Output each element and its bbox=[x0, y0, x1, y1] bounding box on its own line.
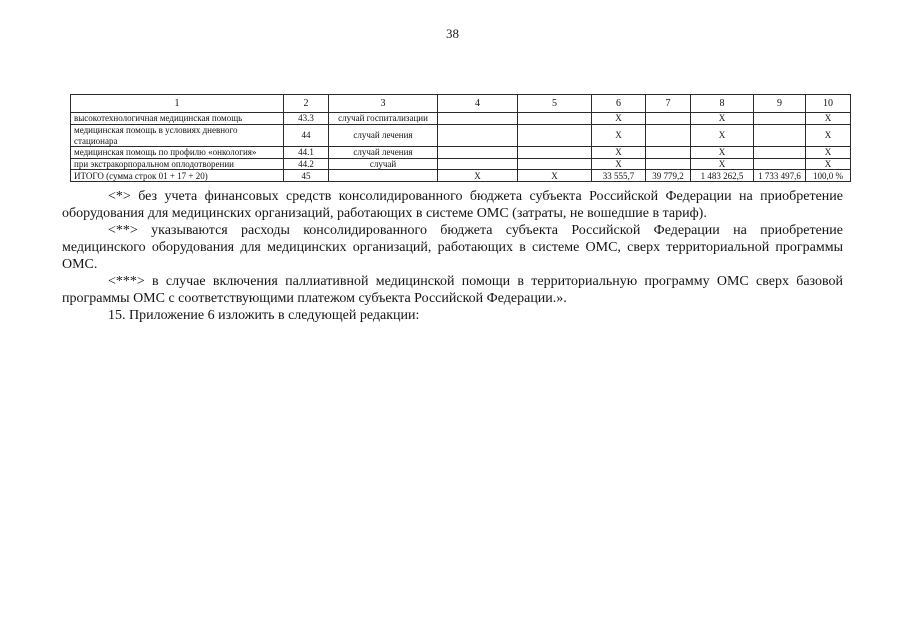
table-cell bbox=[754, 147, 806, 159]
table-cell: X bbox=[518, 170, 592, 182]
page-number: 38 bbox=[446, 26, 459, 41]
paragraph-line: ОМС. bbox=[62, 257, 98, 273]
table-cell: случай госпитализации bbox=[329, 113, 438, 125]
table-cell: 39 779,2 bbox=[646, 170, 691, 182]
table-header-cell: 7 bbox=[646, 95, 691, 113]
paragraph-line: 15. Приложение 6 изложить в следующей редакции: bbox=[108, 308, 420, 324]
table-cell bbox=[518, 113, 592, 125]
table-cell bbox=[754, 125, 806, 147]
table-cell bbox=[646, 113, 691, 125]
table-cell: X bbox=[691, 159, 754, 170]
table-cell: при экстракорпоральном оплодотворении bbox=[71, 159, 284, 170]
table-cell: ИТОГО (сумма строк 01 + 17 + 20) bbox=[71, 170, 284, 182]
table-cell bbox=[518, 125, 592, 147]
table-cell: X bbox=[592, 125, 646, 147]
table-cell bbox=[646, 159, 691, 170]
table-cell bbox=[438, 147, 518, 159]
table-cell bbox=[754, 113, 806, 125]
footnote-paragraph bbox=[62, 273, 843, 307]
table-cell: высокотехнологичная медицинская помощь bbox=[71, 113, 284, 125]
paragraph-line: <*> без учета финансовых средств консолидированного бюджета субъекта Российской Федерации на приобретение bbox=[108, 189, 843, 205]
table-cell bbox=[438, 159, 518, 170]
table-cell: X bbox=[806, 113, 851, 125]
table-cell bbox=[438, 113, 518, 125]
tariff-table bbox=[70, 94, 851, 182]
table-cell bbox=[438, 125, 518, 147]
table-cell: X bbox=[806, 147, 851, 159]
clause-paragraph bbox=[62, 307, 843, 324]
table-cell: медицинская помощь в условиях дневного стационара bbox=[71, 125, 284, 147]
table-cell: X bbox=[592, 147, 646, 159]
table-header-cell: 1 bbox=[71, 95, 284, 113]
footnote-paragraph bbox=[62, 188, 843, 222]
table-cell bbox=[518, 147, 592, 159]
table-cell bbox=[646, 147, 691, 159]
table-header-cell: 3 bbox=[329, 95, 438, 113]
paragraph-line: программы ОМС с соответствующими платежом субъекта Российской Федерации.». bbox=[62, 291, 567, 307]
paragraph-line: оборудования для медицинских организаций, работающих в системе ОМС (затраты, не вошедшие в тариф). bbox=[62, 206, 707, 222]
table-cell bbox=[329, 170, 438, 182]
table-header-cell: 10 bbox=[806, 95, 851, 113]
paragraph-line: медицинского оборудования для медицинских организаций, работающих в системе ОМС, сверх территориальной программы bbox=[62, 240, 843, 256]
table-cell: 45 bbox=[284, 170, 329, 182]
table-cell: 43.3 bbox=[284, 113, 329, 125]
table-cell bbox=[754, 159, 806, 170]
table-row bbox=[71, 159, 851, 170]
footnote-paragraph bbox=[62, 222, 843, 273]
table-cell: 100,0 % bbox=[806, 170, 851, 182]
paragraph-line: <**> указываются расходы консолидированного бюджета субъекта Российской Федерации на приобретение bbox=[108, 223, 843, 239]
table-cell bbox=[518, 159, 592, 170]
table-cell: 1 483 262,5 bbox=[691, 170, 754, 182]
table-cell: X bbox=[806, 159, 851, 170]
table-cell: 33 555,7 bbox=[592, 170, 646, 182]
table-cell: 1 733 497,6 bbox=[754, 170, 806, 182]
table-row-total bbox=[71, 170, 851, 182]
table-cell: случай лечения bbox=[329, 125, 438, 147]
table-cell: X bbox=[691, 147, 754, 159]
table-header-row bbox=[71, 95, 851, 113]
table-cell: X bbox=[592, 113, 646, 125]
table-cell: случай лечения bbox=[329, 147, 438, 159]
table-cell: X bbox=[438, 170, 518, 182]
table-header-cell: 9 bbox=[754, 95, 806, 113]
table-row bbox=[71, 113, 851, 125]
table-cell: случай bbox=[329, 159, 438, 170]
table-row bbox=[71, 125, 851, 147]
page-content bbox=[62, 94, 844, 324]
table-header-cell: 2 bbox=[284, 95, 329, 113]
table-cell: X bbox=[806, 125, 851, 147]
table-cell: X bbox=[691, 125, 754, 147]
body-text bbox=[62, 188, 843, 324]
table-header-cell: 4 bbox=[438, 95, 518, 113]
table-header-cell: 8 bbox=[691, 95, 754, 113]
table-cell: медицинская помощь по профилю «онкология» bbox=[71, 147, 284, 159]
table-header-cell: 6 bbox=[592, 95, 646, 113]
table-cell: 44.2 bbox=[284, 159, 329, 170]
table-cell: X bbox=[691, 113, 754, 125]
table-cell: X bbox=[592, 159, 646, 170]
table-cell: 44 bbox=[284, 125, 329, 147]
paragraph-line: <***> в случае включения паллиативной медицинской помощи в территориальную программу ОМС сверх базовой bbox=[108, 274, 843, 290]
table-header-cell: 5 bbox=[518, 95, 592, 113]
table-cell: 44.1 bbox=[284, 147, 329, 159]
table-row bbox=[71, 147, 851, 159]
table-cell bbox=[646, 125, 691, 147]
